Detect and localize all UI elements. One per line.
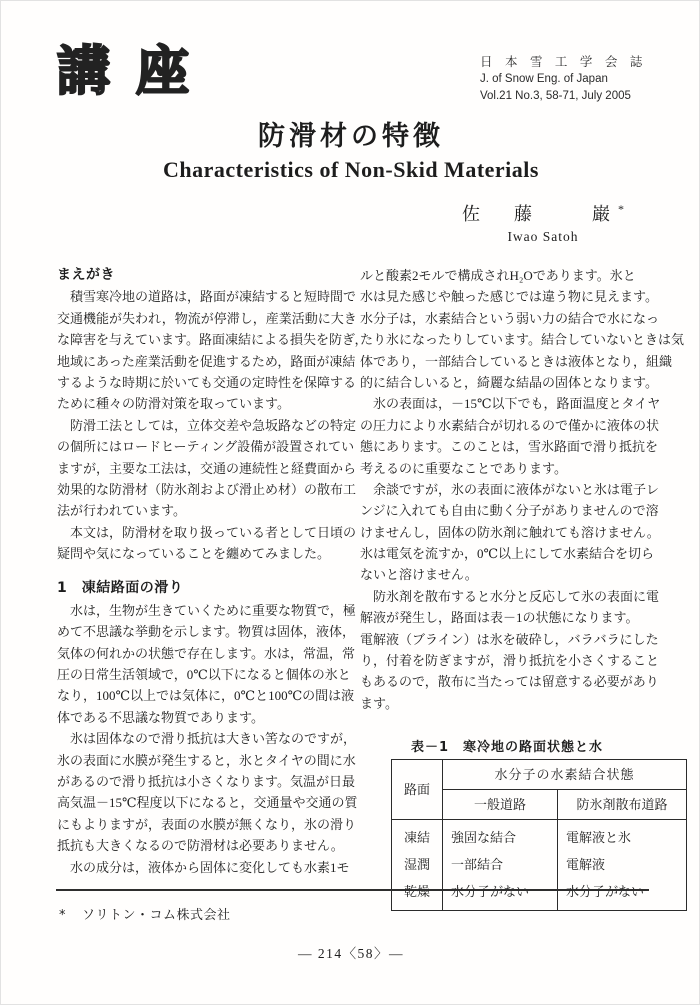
paragraph: [57, 522, 357, 565]
text-line: 防滑工法としては，立体交差や急坂路などの特定: [57, 417, 357, 433]
text-line: 水分子は，水素結合という弱い力の結合で水になっ: [360, 310, 660, 326]
text-line: 氷の表面に水膜が発生すると，氷とタイヤの間に水: [57, 752, 356, 768]
section-heading: 1 凍結路面の滑り: [57, 580, 184, 597]
text-line: ために種々の防滑対策を取っています。: [57, 396, 290, 412]
text-line: たり氷になったりしています。結合していないときは気: [360, 332, 684, 348]
column-right: [360, 265, 684, 714]
text-line: 電解液（ブライン）は氷を破砕し，バラバラにした: [360, 631, 659, 647]
header-general-road: 一般道路: [443, 790, 558, 820]
table-caption-text: 寒冷地の路面状態と水: [463, 740, 604, 755]
paragraph: [57, 415, 357, 522]
road-condition-table-head: [392, 760, 687, 820]
header-road: 路面: [392, 760, 443, 820]
paragraph: [57, 600, 357, 728]
text-line: 的に結合しいると，綺麗な結晶の固体となります。: [360, 374, 658, 390]
text-line: けませんし，固体の防氷剤に触れても溶けません。: [360, 524, 660, 540]
text-line: 圧の日常生活領域で，0℃以下になると個体の氷と: [57, 667, 351, 683]
series-logo-kouza: 講座: [57, 41, 215, 102]
cell-treated-road: 水分子がない: [558, 878, 687, 911]
row-label: 湿潤: [392, 851, 443, 878]
cell-general-road: 一部結合: [451, 857, 504, 872]
paragraph: [360, 393, 660, 479]
text-line: 氷は電気を流すか，0℃以上にして水素結合を切ら: [360, 546, 655, 562]
text-line: 氷の表面は，－15℃以下でも，路面温度とタイヤ: [360, 396, 661, 412]
author-footnote-marker: *: [618, 202, 624, 216]
roadtable-body: [392, 820, 687, 911]
cell-treated-road: 電解液: [558, 851, 687, 878]
journal-info: [480, 54, 647, 105]
text-line: めて不思議な挙動を示します。物質は固体，液体，: [57, 624, 355, 640]
text-line: 体である不思議な物質であります。: [57, 709, 264, 725]
text-line: 交通機能が失われ，物流が停滞し，産業活動に大き: [57, 310, 357, 326]
paragraph: [360, 265, 684, 393]
text-line: 効果的な防滑材（防氷剤および滑止め材）の散布工: [57, 481, 357, 497]
text-line: ますが，主要な工法は，交通の連続性と経費面から: [57, 460, 357, 476]
text-line: 水は，生物が生きていくために重要な物質で，極: [57, 602, 356, 618]
author-block: [433, 200, 653, 245]
header-group: 水分子の水素結合状態: [443, 760, 687, 790]
text-line: の個所にはロードヒーティング設備が設置されてい: [57, 439, 355, 455]
text-line: 抵抗も大きくなるので防滑材は必要ありません。: [57, 838, 344, 854]
text-line: 態にあります。このことは，雪氷路面で滑り抵抗を: [360, 439, 658, 455]
text-line: 解液が発生し，路面は表－1の状態になります。: [360, 610, 639, 626]
article-title-jp: 防滑材の特徴: [258, 121, 444, 152]
journal-name-jp: 日 本 雪 工 学 会 誌: [480, 55, 647, 69]
text-line: 気体の何れかの状態で存在します。水は，常温，常: [57, 645, 355, 661]
text-line: な障害を与えています。路面凍結による損失を防ぎ，: [57, 332, 368, 348]
text-line: ルと酸素2モルで構成されH₂Oであります。氷と: [360, 268, 636, 283]
text-line: 高気温－15℃程度以下になると，交通量や交通の質: [57, 795, 358, 811]
article-title-en: Characteristics of Non-Skid Materials: [163, 157, 539, 182]
table-caption-label: 表－1: [410, 740, 449, 755]
text-line: なり，100℃以上では気体に，0℃と100℃の間は液: [57, 688, 355, 704]
row-label: 凍結: [392, 820, 443, 852]
cell-treated-road: 電解液と氷: [558, 820, 687, 852]
cell-general-road: 強固な結合: [451, 830, 517, 845]
text-line: ます。: [360, 695, 398, 711]
journal-volume: Vol.21 No.3, 58-71, July 2005: [480, 90, 631, 102]
header-treated-road: 防氷剤散布道路: [558, 790, 687, 820]
text-line: 考えるのに重要なことであります。: [360, 460, 567, 476]
text-line: ンジに入れても自由に動く分子がありませんので溶: [360, 503, 659, 519]
text-line: 氷は固体なので滑り抵抗は大きい筈なのですが，: [57, 731, 357, 747]
text-line: 余談ですが，氷の表面に液体がないと氷は電子レ: [360, 481, 660, 497]
text-line: 本文は，防滑材を取り扱っている者として日頃の: [57, 524, 357, 540]
text-line: の圧力により水素結合が切れるので僅かに液体の状: [360, 417, 660, 433]
footnote-divider: [56, 889, 649, 891]
table-row: [392, 820, 687, 852]
paragraph: [57, 286, 368, 414]
text-line: するような時期に於いても交通の定時性を保障する: [57, 374, 357, 390]
text-line: 積雪寒冷地の道路は，路面が凍結すると短時間で: [57, 289, 357, 305]
page-number: — 214〈58〉—: [297, 946, 405, 961]
author-name-jp: [433, 200, 653, 226]
cell-general-road: 水分子がない: [451, 884, 530, 899]
column-left: [57, 265, 368, 878]
paragraph: [57, 728, 357, 856]
paragraph: [360, 479, 660, 586]
footnote-text: ソリトン・コム株式会社: [82, 908, 231, 923]
text-line: ないと溶けません。: [360, 567, 478, 583]
section-heading: まえがき: [57, 267, 115, 283]
text-line: もあるので，散布に当たっては留意する必要があり: [360, 674, 659, 690]
journal-name-en: J. of Snow Eng. of Japan: [480, 73, 608, 85]
row-label: 乾燥: [392, 878, 443, 911]
footnote: [59, 904, 231, 923]
paragraph: [57, 857, 357, 878]
table-row: [392, 878, 687, 911]
table-row: [392, 851, 687, 878]
text-line: 法が行われています。: [57, 503, 186, 519]
text-line: 水の成分は，液体から固体に変化しても水素1モ: [57, 859, 350, 875]
table-header-row-1: [392, 760, 687, 790]
text-line: 地域にあった産業活動を促進するため，路面が凍結: [57, 353, 356, 369]
text-line: にもよりますが，表面の水膜が無くなり，氷の滑り: [57, 816, 357, 832]
text-line: 防氷剤を散布すると水分と反応して氷の表面に電: [360, 588, 660, 604]
footnote-marker: *: [59, 908, 66, 923]
text-line: り，付着を防ぎますが，滑り抵抗を小さくすること: [360, 653, 660, 669]
table-caption: [361, 736, 653, 755]
text-line: 体であり，一部結合しているときは液体となり，組織: [360, 353, 673, 369]
text-line: 疑問や気になっていることを纏めてみました。: [57, 546, 331, 562]
text-line: 水は見た感じや触った感じでは違う物に見えます。: [360, 289, 658, 305]
author-name-en: Iwao Satoh: [507, 229, 579, 244]
text-line: があるので滑り抵抗は小さくなります。気温が日最: [57, 773, 355, 789]
author-name-jp-text: 佐 藤 巌: [462, 204, 618, 224]
paragraph: [360, 586, 660, 714]
